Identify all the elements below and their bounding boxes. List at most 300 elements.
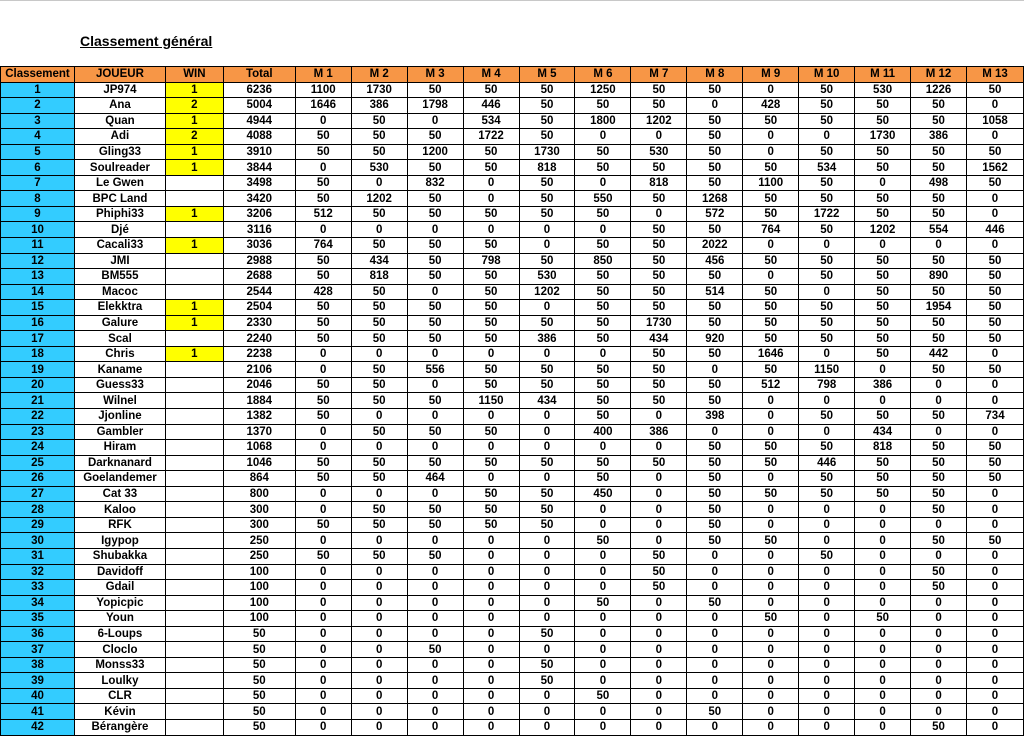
match-9-cell: 0 [743, 502, 799, 518]
match-8-cell: 50 [687, 486, 743, 502]
match-5-cell: 0 [519, 238, 575, 254]
match-2-cell: 50 [351, 206, 407, 222]
match-10-cell: 798 [799, 377, 855, 393]
match-10-cell: 0 [799, 238, 855, 254]
match-12-cell: 50 [911, 486, 967, 502]
match-4-cell: 0 [463, 704, 519, 720]
match-13-cell: 1058 [967, 113, 1024, 129]
win-cell [165, 331, 223, 347]
match-5-cell: 1730 [519, 144, 575, 160]
match-2-cell: 0 [351, 657, 407, 673]
total-cell: 2988 [223, 253, 295, 269]
match-11-cell: 0 [855, 393, 911, 409]
match-9-cell: 50 [743, 284, 799, 300]
total-cell: 1370 [223, 424, 295, 440]
match-3-cell: 0 [407, 704, 463, 720]
match-3-cell: 50 [407, 331, 463, 347]
match-6-cell: 50 [575, 284, 631, 300]
match-12-cell: 1954 [911, 300, 967, 316]
match-11-cell: 50 [855, 315, 911, 331]
match-1-cell: 50 [295, 393, 351, 409]
match-5-cell: 50 [519, 129, 575, 145]
match-4-cell: 0 [463, 409, 519, 425]
table-row [1, 424, 1024, 440]
player-cell: Ana [74, 98, 165, 114]
match-5-cell: 50 [519, 191, 575, 207]
match-8-cell: 0 [687, 98, 743, 114]
player-cell: Kaname [74, 362, 165, 378]
match-3-cell: 0 [407, 626, 463, 642]
match-12-cell: 442 [911, 346, 967, 362]
match-4-cell: 0 [463, 471, 519, 487]
match-8-cell: 514 [687, 284, 743, 300]
total-cell: 50 [223, 642, 295, 658]
player-cell: RFK [74, 517, 165, 533]
match-5-cell: 50 [519, 98, 575, 114]
player-cell: Igypop [74, 533, 165, 549]
match-7-cell: 1202 [631, 113, 687, 129]
win-cell [165, 502, 223, 518]
match-6-cell: 50 [575, 98, 631, 114]
match-13-cell: 0 [967, 393, 1024, 409]
match-12-cell: 0 [911, 595, 967, 611]
match-2-cell: 0 [351, 175, 407, 191]
match-8-cell: 50 [687, 377, 743, 393]
match-9-cell: 0 [743, 393, 799, 409]
column-header-m4: M 4 [463, 67, 519, 83]
match-11-cell: 0 [855, 642, 911, 658]
rank-cell: 35 [1, 611, 75, 627]
win-cell [165, 191, 223, 207]
match-12-cell: 50 [911, 362, 967, 378]
match-4-cell: 50 [463, 144, 519, 160]
total-cell: 6236 [223, 82, 295, 98]
player-cell: Monss33 [74, 657, 165, 673]
match-12-cell: 0 [911, 673, 967, 689]
match-7-cell: 50 [631, 269, 687, 285]
match-9-cell: 0 [743, 642, 799, 658]
match-13-cell: 0 [967, 206, 1024, 222]
match-4-cell: 0 [463, 175, 519, 191]
match-6-cell: 50 [575, 409, 631, 425]
match-12-cell: 50 [911, 98, 967, 114]
rank-cell: 33 [1, 580, 75, 596]
match-7-cell: 50 [631, 191, 687, 207]
match-2-cell: 50 [351, 238, 407, 254]
match-11-cell: 50 [855, 486, 911, 502]
match-10-cell: 0 [799, 502, 855, 518]
match-12-cell: 0 [911, 238, 967, 254]
match-2-cell: 50 [351, 517, 407, 533]
match-6-cell: 0 [575, 517, 631, 533]
match-5-cell: 0 [519, 222, 575, 238]
match-7-cell: 0 [631, 502, 687, 518]
match-10-cell: 1150 [799, 362, 855, 378]
table-row [1, 533, 1024, 549]
match-4-cell: 0 [463, 657, 519, 673]
win-cell: 1 [165, 160, 223, 176]
win-cell [165, 564, 223, 580]
match-13-cell: 50 [967, 82, 1024, 98]
match-11-cell: 50 [855, 98, 911, 114]
player-cell: Gling33 [74, 144, 165, 160]
match-9-cell: 0 [743, 424, 799, 440]
win-cell [165, 611, 223, 627]
match-13-cell: 0 [967, 719, 1024, 735]
match-8-cell: 0 [687, 626, 743, 642]
table-row [1, 440, 1024, 456]
match-11-cell: 0 [855, 175, 911, 191]
match-9-cell: 50 [743, 331, 799, 347]
match-6-cell: 0 [575, 440, 631, 456]
match-1-cell: 512 [295, 206, 351, 222]
match-12-cell: 0 [911, 688, 967, 704]
match-7-cell: 50 [631, 455, 687, 471]
total-cell: 2046 [223, 377, 295, 393]
match-5-cell: 0 [519, 595, 575, 611]
table-row [1, 206, 1024, 222]
match-7-cell: 50 [631, 580, 687, 596]
total-cell: 2106 [223, 362, 295, 378]
player-cell: Bérangère [74, 719, 165, 735]
win-cell [165, 688, 223, 704]
win-cell [165, 222, 223, 238]
match-3-cell: 50 [407, 315, 463, 331]
player-cell: Soulreader [74, 160, 165, 176]
match-2-cell: 0 [351, 719, 407, 735]
match-1-cell: 50 [295, 548, 351, 564]
match-12-cell: 50 [911, 719, 967, 735]
player-cell: Kévin [74, 704, 165, 720]
rank-cell: 8 [1, 191, 75, 207]
match-8-cell: 0 [687, 688, 743, 704]
match-4-cell: 50 [463, 82, 519, 98]
match-11-cell: 0 [855, 502, 911, 518]
match-10-cell: 0 [799, 393, 855, 409]
match-4-cell: 0 [463, 346, 519, 362]
match-12-cell: 50 [911, 113, 967, 129]
match-8-cell: 50 [687, 300, 743, 316]
table-row [1, 377, 1024, 393]
column-header-total: Total [223, 67, 295, 83]
match-3-cell: 0 [407, 595, 463, 611]
total-cell: 100 [223, 564, 295, 580]
column-header-m13: M 13 [967, 67, 1024, 83]
match-6-cell: 0 [575, 704, 631, 720]
match-10-cell: 0 [799, 533, 855, 549]
match-8-cell: 50 [687, 393, 743, 409]
rank-cell: 24 [1, 440, 75, 456]
match-7-cell: 50 [631, 393, 687, 409]
win-cell [165, 471, 223, 487]
match-2-cell: 50 [351, 113, 407, 129]
rank-cell: 29 [1, 517, 75, 533]
match-9-cell: 50 [743, 455, 799, 471]
win-cell: 1 [165, 82, 223, 98]
match-2-cell: 0 [351, 346, 407, 362]
match-6-cell: 0 [575, 222, 631, 238]
match-5-cell: 50 [519, 362, 575, 378]
match-1-cell: 50 [295, 300, 351, 316]
table-row [1, 502, 1024, 518]
match-5-cell: 50 [519, 502, 575, 518]
win-cell: 1 [165, 238, 223, 254]
total-cell: 300 [223, 502, 295, 518]
match-3-cell: 0 [407, 657, 463, 673]
match-2-cell: 1730 [351, 82, 407, 98]
match-1-cell: 0 [295, 595, 351, 611]
column-header-m7: M 7 [631, 67, 687, 83]
table-row [1, 642, 1024, 658]
player-cell: Davidoff [74, 564, 165, 580]
total-cell: 2544 [223, 284, 295, 300]
total-cell: 3498 [223, 175, 295, 191]
column-header-m1: M 1 [295, 67, 351, 83]
rank-cell: 34 [1, 595, 75, 611]
match-1-cell: 1646 [295, 98, 351, 114]
match-11-cell: 50 [855, 409, 911, 425]
player-cell: Goelandemer [74, 471, 165, 487]
match-2-cell: 50 [351, 548, 407, 564]
match-6-cell: 50 [575, 160, 631, 176]
table-row [1, 719, 1024, 735]
match-11-cell: 0 [855, 362, 911, 378]
player-cell: BM555 [74, 269, 165, 285]
match-4-cell: 0 [463, 440, 519, 456]
match-1-cell: 0 [295, 580, 351, 596]
match-12-cell: 0 [911, 517, 967, 533]
total-cell: 3420 [223, 191, 295, 207]
match-13-cell: 446 [967, 222, 1024, 238]
match-6-cell: 50 [575, 471, 631, 487]
match-11-cell: 50 [855, 471, 911, 487]
match-3-cell: 0 [407, 113, 463, 129]
win-cell [165, 362, 223, 378]
table-row [1, 362, 1024, 378]
match-3-cell: 0 [407, 533, 463, 549]
match-13-cell: 0 [967, 642, 1024, 658]
table-row [1, 253, 1024, 269]
match-7-cell: 50 [631, 222, 687, 238]
match-7-cell: 0 [631, 611, 687, 627]
match-11-cell: 0 [855, 580, 911, 596]
total-cell: 5004 [223, 98, 295, 114]
player-cell: JMI [74, 253, 165, 269]
match-7-cell: 0 [631, 206, 687, 222]
match-11-cell: 50 [855, 206, 911, 222]
match-9-cell: 50 [743, 533, 799, 549]
match-8-cell: 50 [687, 517, 743, 533]
match-4-cell: 50 [463, 517, 519, 533]
match-9-cell: 50 [743, 160, 799, 176]
table-row [1, 409, 1024, 425]
total-cell: 864 [223, 471, 295, 487]
total-cell: 3910 [223, 144, 295, 160]
match-1-cell: 50 [295, 129, 351, 145]
match-12-cell: 0 [911, 424, 967, 440]
match-6-cell: 850 [575, 253, 631, 269]
match-4-cell: 1150 [463, 393, 519, 409]
player-cell: Adi [74, 129, 165, 145]
match-2-cell: 0 [351, 704, 407, 720]
match-1-cell: 50 [295, 517, 351, 533]
total-cell: 3844 [223, 160, 295, 176]
match-9-cell: 50 [743, 611, 799, 627]
match-1-cell: 0 [295, 719, 351, 735]
match-11-cell: 0 [855, 704, 911, 720]
match-12-cell: 890 [911, 269, 967, 285]
column-header-classement: Classement [1, 67, 75, 83]
match-2-cell: 50 [351, 471, 407, 487]
match-3-cell: 50 [407, 393, 463, 409]
match-11-cell: 50 [855, 191, 911, 207]
match-1-cell: 0 [295, 440, 351, 456]
match-12-cell: 50 [911, 191, 967, 207]
match-11-cell: 0 [855, 673, 911, 689]
table-row [1, 595, 1024, 611]
match-5-cell: 0 [519, 471, 575, 487]
match-4-cell: 0 [463, 191, 519, 207]
match-2-cell: 0 [351, 611, 407, 627]
match-3-cell: 0 [407, 346, 463, 362]
match-12-cell: 50 [911, 533, 967, 549]
match-8-cell: 0 [687, 564, 743, 580]
match-12-cell: 50 [911, 502, 967, 518]
match-5-cell: 386 [519, 331, 575, 347]
match-11-cell: 818 [855, 440, 911, 456]
match-4-cell: 446 [463, 98, 519, 114]
rank-cell: 4 [1, 129, 75, 145]
match-3-cell: 1200 [407, 144, 463, 160]
table-row [1, 284, 1024, 300]
match-10-cell: 0 [799, 704, 855, 720]
match-4-cell: 0 [463, 580, 519, 596]
match-3-cell: 50 [407, 206, 463, 222]
match-4-cell: 50 [463, 424, 519, 440]
rank-cell: 18 [1, 346, 75, 362]
match-3-cell: 50 [407, 455, 463, 471]
match-8-cell: 572 [687, 206, 743, 222]
total-cell: 50 [223, 719, 295, 735]
win-cell [165, 269, 223, 285]
match-7-cell: 0 [631, 673, 687, 689]
match-2-cell: 50 [351, 129, 407, 145]
match-10-cell: 50 [799, 98, 855, 114]
rank-cell: 10 [1, 222, 75, 238]
match-3-cell: 0 [407, 580, 463, 596]
match-13-cell: 50 [967, 300, 1024, 316]
match-2-cell: 0 [351, 409, 407, 425]
player-cell: Loulky [74, 673, 165, 689]
match-11-cell: 0 [855, 719, 911, 735]
match-6-cell: 50 [575, 315, 631, 331]
match-2-cell: 0 [351, 533, 407, 549]
win-cell [165, 440, 223, 456]
total-cell: 250 [223, 533, 295, 549]
match-6-cell: 0 [575, 502, 631, 518]
match-8-cell: 50 [687, 269, 743, 285]
match-11-cell: 530 [855, 82, 911, 98]
match-2-cell: 0 [351, 486, 407, 502]
player-cell: Cat 33 [74, 486, 165, 502]
match-2-cell: 50 [351, 424, 407, 440]
column-header-win: WIN [165, 67, 223, 83]
column-header-m3: M 3 [407, 67, 463, 83]
player-cell: Wilnel [74, 393, 165, 409]
match-9-cell: 1646 [743, 346, 799, 362]
match-13-cell: 50 [967, 284, 1024, 300]
match-12-cell: 0 [911, 642, 967, 658]
player-cell: Youn [74, 611, 165, 627]
match-1-cell: 0 [295, 486, 351, 502]
match-5-cell: 0 [519, 719, 575, 735]
match-12-cell: 0 [911, 657, 967, 673]
match-8-cell: 50 [687, 144, 743, 160]
match-3-cell: 50 [407, 502, 463, 518]
table-row [1, 331, 1024, 347]
match-12-cell: 498 [911, 175, 967, 191]
player-cell: Cloclo [74, 642, 165, 658]
match-4-cell: 50 [463, 362, 519, 378]
rank-cell: 17 [1, 331, 75, 347]
win-cell [165, 517, 223, 533]
match-13-cell: 50 [967, 331, 1024, 347]
match-13-cell: 0 [967, 486, 1024, 502]
match-9-cell: 50 [743, 440, 799, 456]
match-6-cell: 1250 [575, 82, 631, 98]
win-cell [165, 377, 223, 393]
match-2-cell: 50 [351, 362, 407, 378]
match-2-cell: 434 [351, 253, 407, 269]
match-5-cell: 50 [519, 486, 575, 502]
match-1-cell: 0 [295, 673, 351, 689]
player-cell: Guess33 [74, 377, 165, 393]
match-2-cell: 50 [351, 331, 407, 347]
match-13-cell: 50 [967, 440, 1024, 456]
match-10-cell: 0 [799, 424, 855, 440]
match-11-cell: 1202 [855, 222, 911, 238]
table-row [1, 611, 1024, 627]
match-3-cell: 0 [407, 409, 463, 425]
match-8-cell: 50 [687, 533, 743, 549]
rank-cell: 11 [1, 238, 75, 254]
match-8-cell: 50 [687, 222, 743, 238]
match-6-cell: 0 [575, 719, 631, 735]
match-12-cell: 0 [911, 704, 967, 720]
rank-cell: 19 [1, 362, 75, 378]
match-8-cell: 456 [687, 253, 743, 269]
match-13-cell: 734 [967, 409, 1024, 425]
win-cell [165, 626, 223, 642]
match-2-cell: 1202 [351, 191, 407, 207]
match-2-cell: 0 [351, 580, 407, 596]
player-cell: Chris [74, 346, 165, 362]
match-5-cell: 0 [519, 564, 575, 580]
match-10-cell: 0 [799, 673, 855, 689]
match-7-cell: 0 [631, 704, 687, 720]
match-3-cell: 50 [407, 517, 463, 533]
rank-cell: 31 [1, 548, 75, 564]
total-cell: 100 [223, 595, 295, 611]
player-cell: BPC Land [74, 191, 165, 207]
match-10-cell: 50 [799, 409, 855, 425]
rank-cell: 28 [1, 502, 75, 518]
match-5-cell: 0 [519, 424, 575, 440]
match-13-cell: 50 [967, 455, 1024, 471]
match-4-cell: 0 [463, 626, 519, 642]
match-11-cell: 0 [855, 595, 911, 611]
match-7-cell: 0 [631, 129, 687, 145]
